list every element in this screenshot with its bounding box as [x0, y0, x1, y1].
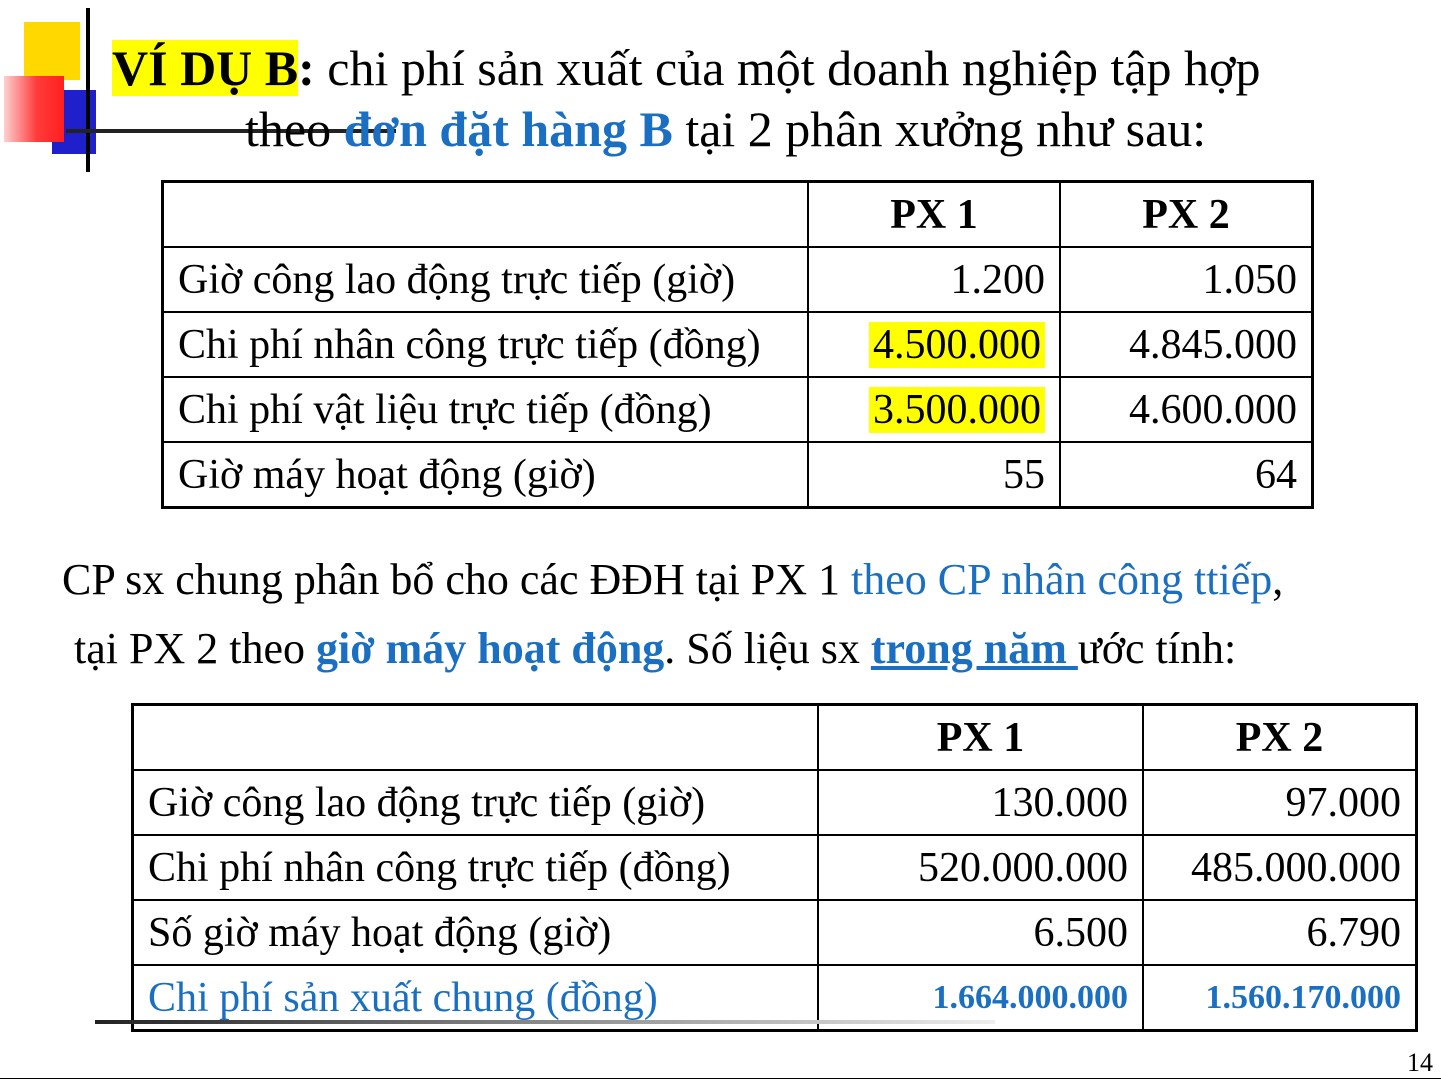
title-line2-emphasis: đơn đặt hàng B	[343, 101, 673, 157]
cell-px1: 130.000	[818, 770, 1143, 835]
header-px1: PX 1	[808, 182, 1060, 248]
row-label: Số giờ máy hoạt động (giờ)	[133, 900, 819, 965]
title-colon: :	[298, 40, 315, 96]
header-empty-cell	[133, 705, 819, 771]
para2-pre: tại PX 2 theo	[74, 624, 316, 673]
table-row	[133, 900, 1417, 965]
table-row	[163, 377, 1313, 442]
header-px2: PX 2	[1060, 182, 1313, 248]
slide-title-line1	[112, 38, 1260, 98]
para2-post: ước tính:	[1077, 624, 1237, 673]
para1-post: ,	[1272, 555, 1284, 604]
table-row	[133, 835, 1417, 900]
row-label-overhead: Chi phí sản xuất chung (đồng)	[133, 965, 819, 1031]
header-px2: PX 2	[1143, 705, 1417, 771]
decor-yellow-square	[24, 22, 80, 80]
table-row	[163, 442, 1313, 508]
header-px1: PX 1	[818, 705, 1143, 771]
highlighted-value: 3.500.000	[869, 387, 1045, 433]
workshop-cost-table	[161, 180, 1314, 509]
para2-mid: . Số liệu sx	[664, 624, 871, 673]
cell-px2: 6.790	[1143, 900, 1417, 965]
row-label: Giờ công lao động trực tiếp (giờ)	[163, 247, 809, 312]
title-line2-pre: theo	[245, 101, 344, 157]
cell-px2: 64	[1060, 442, 1313, 508]
para2-underlined: trong năm	[870, 624, 1078, 673]
highlighted-value: 4.500.000	[869, 322, 1045, 368]
cell-px1-highlighted	[808, 312, 1060, 377]
row-label: Chi phí nhân công trực tiếp (đồng)	[163, 312, 809, 377]
table-row	[133, 770, 1417, 835]
para1-pre: CP sx chung phân bổ cho các ĐĐH tại PX 1	[62, 555, 852, 604]
allocation-text-line1	[62, 550, 1283, 610]
annual-estimate-table	[131, 703, 1418, 1032]
row-label: Giờ công lao động trực tiếp (giờ)	[133, 770, 819, 835]
row-label: Chi phí nhân công trực tiếp (đồng)	[133, 835, 819, 900]
para1-emphasis: theo CP nhân công ttiếp	[851, 555, 1273, 604]
decor-bottom-rule	[95, 1020, 995, 1024]
slide-title-line2	[245, 99, 1206, 159]
table-row	[163, 247, 1313, 312]
cell-px2: 4.600.000	[1060, 377, 1313, 442]
cell-px2: 485.000.000	[1143, 835, 1417, 900]
para2-emphasis: giờ máy hoạt động	[315, 624, 665, 673]
cell-px1-highlighted	[808, 377, 1060, 442]
table-header-row	[163, 182, 1313, 248]
cell-px1: 55	[808, 442, 1060, 508]
cell-px2: 97.000	[1143, 770, 1417, 835]
cell-px1: 6.500	[818, 900, 1143, 965]
decor-vertical-line	[86, 8, 90, 172]
allocation-text-line2	[74, 619, 1236, 679]
title-line2-post: tại 2 phân xưởng như sau:	[672, 101, 1207, 157]
row-label: Giờ máy hoạt động (giờ)	[163, 442, 809, 508]
decor-red-square	[4, 76, 64, 142]
cell-px2-overhead: 1.560.170.000	[1143, 965, 1417, 1031]
row-label: Chi phí vật liệu trực tiếp (đồng)	[163, 377, 809, 442]
title-text: chi phí sản xuất của một doanh nghiệp tập hợp	[314, 40, 1261, 96]
header-empty-cell	[163, 182, 809, 248]
footer-rule	[0, 1078, 1441, 1079]
page-number: 14	[1407, 1048, 1433, 1077]
cell-px1: 520.000.000	[818, 835, 1143, 900]
table-row	[163, 312, 1313, 377]
example-label: VÍ DỤ B	[112, 40, 299, 96]
table-header-row	[133, 705, 1417, 771]
cell-px2: 4.845.000	[1060, 312, 1313, 377]
cell-px1: 1.200	[808, 247, 1060, 312]
cell-px1-overhead: 1.664.000.000	[818, 965, 1143, 1031]
cell-px2: 1.050	[1060, 247, 1313, 312]
